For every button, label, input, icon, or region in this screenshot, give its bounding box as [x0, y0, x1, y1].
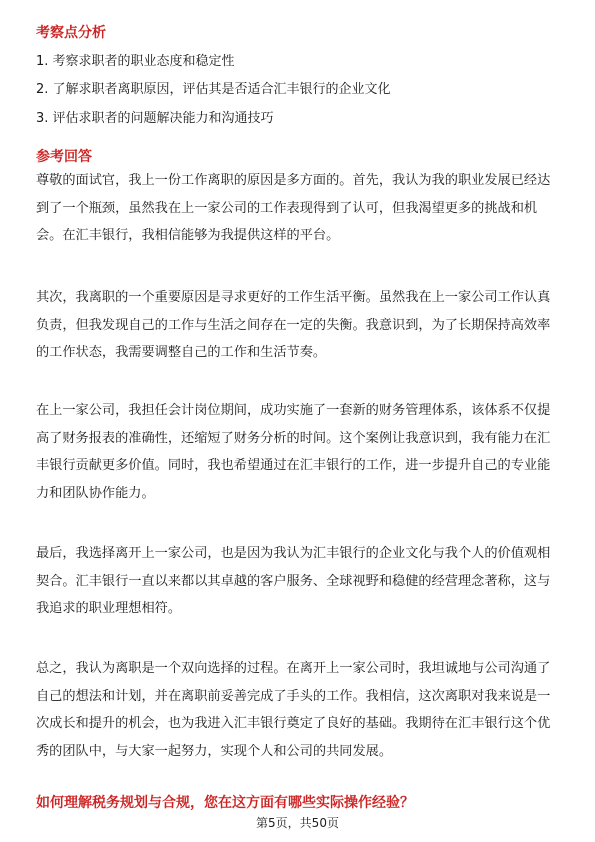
analysis-item-2: 2. 了解求职者离职原因，评估其是否适合汇丰银行的企业文化 — [36, 82, 391, 97]
answer-paragraph-3: 在上一家公司，我担任会计岗位期间，成功实施了一套新的财务管理体系，该体系不仅提高了财务报表的准确性，还缩短了财务分析的时间。这个案例让我意识到，我有能力在汇丰银行贡献更多价值。同时，我也希望通过在汇丰银行的工作，进一步提升自己的专业能力和团队协作能力。 — [36, 403, 551, 501]
analysis-heading: 考察点分析 — [36, 25, 106, 41]
analysis-item-1: 1. 考察求职者的职业态度和稳定性 — [36, 54, 235, 69]
answer-heading: 参考回答 — [36, 149, 92, 165]
answer-paragraph-4: 最后，我选择离开上一家公司，也是因为我认为汇丰银行的企业文化与我个人的价值观相契合。汇丰银行一直以来都以其卓越的客户服务、全球视野和稳健的经营理念著称，这与我追求的职业理想相符。 — [36, 546, 551, 616]
answer-paragraph-5: 总之，我认为离职是一个双向选择的过程。在离开上一家公司时，我坦诚地与公司沟通了自己的想法和计划，并在离职前妥善完成了手头的工作。我相信，这次离职对我来说是一次成长和提升的机会，也为我进入汇丰银行奠定了良好的基础。我期待在汇丰银行这个优秀的团队中，与大家一起努力，实现个人和公司的共同发展。 — [36, 661, 551, 759]
answer-paragraph-1: 尊敬的面试官，我上一份工作离职的原因是多方面的。首先，我认为我的职业发展已经达到了一个瓶颈，虽然我在上一家公司的工作表现得到了认可，但我渴望更多的挑战和机会。在汇丰银行，我相信能够为我提供这样的平台。 — [36, 173, 551, 243]
next-question: 如何理解税务规划与合规，您在这方面有哪些实际操作经验？ — [36, 795, 414, 811]
page-footer: 第5页，共50页 — [256, 816, 339, 830]
answer-paragraph-2: 其次，我离职的一个重要原因是寻求更好的工作生活平衡。虽然我在上一家公司工作认真负责，但我发现自己的工作与生活之间存在一定的失衡。我意识到，为了长期保持高效率的工作状态，我需要调整自己的工作和生活节奏。 — [36, 290, 551, 360]
analysis-item-3: 3. 评估求职者的问题解决能力和沟通技巧 — [36, 111, 274, 126]
